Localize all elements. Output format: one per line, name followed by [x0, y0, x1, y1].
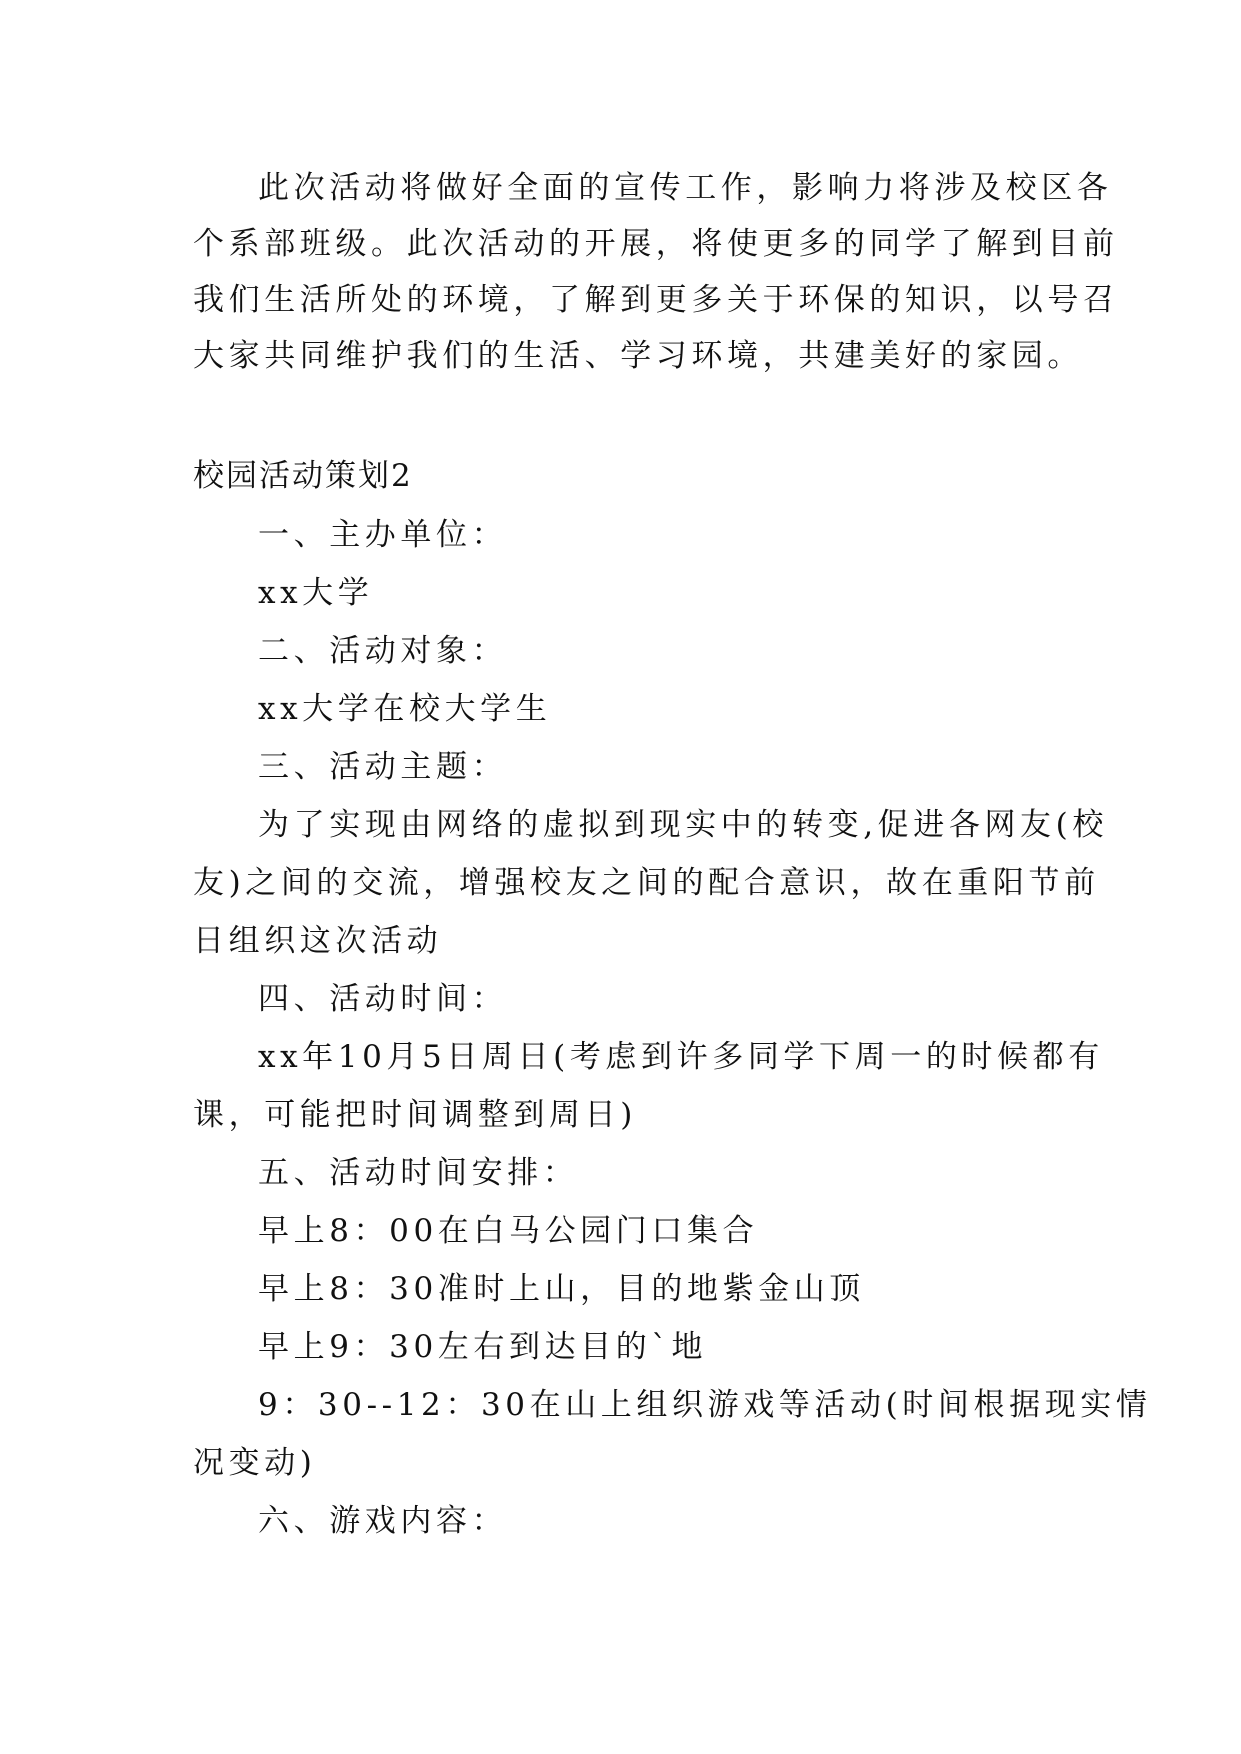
organizer-value: xx大学 — [258, 575, 374, 611]
theme-line-1: 为了实现由网络的虚拟到现实中的转变,促进各网友(校 — [258, 807, 1108, 843]
theme-line-2: 友)之间的交流，增强校友之间的配合意识，故在重阳节前 — [193, 865, 1100, 901]
audience-heading: 二、活动对象： — [258, 633, 508, 669]
intro-paragraph-line-2: 个系部班级。此次活动的开展，将使更多的同学了解到目前 — [193, 226, 1119, 262]
schedule-line-5: 况变动) — [193, 1445, 317, 1481]
schedule-line-1: 早上8：00在白马公园门口集合 — [258, 1213, 759, 1249]
intro-paragraph-line-1: 此次活动将做好全面的宣传工作，影响力将涉及校区各 — [258, 170, 1113, 206]
games-heading: 六、游戏内容： — [258, 1503, 508, 1539]
schedule-line-3: 早上9：30左右到达目的`地 — [258, 1329, 708, 1365]
schedule-line-4: 9：30--12：30在山上组织游戏等活动(时间根据现实情 — [258, 1387, 1152, 1423]
time-heading: 四、活动时间： — [258, 981, 508, 1017]
audience-value: xx大学在校大学生 — [258, 691, 552, 727]
organizer-heading: 一、主办单位： — [258, 517, 508, 553]
time-line-1: xx年10月5日周日(考虑到许多同学下周一的时候都有 — [258, 1039, 1104, 1075]
intro-paragraph-line-3: 我们生活所处的环境，了解到更多关于环保的知识，以号召 — [193, 282, 1119, 318]
theme-line-3: 日组织这次活动 — [193, 923, 443, 959]
theme-heading: 三、活动主题： — [258, 749, 508, 785]
schedule-heading: 五、活动时间安排： — [258, 1155, 579, 1191]
schedule-line-2: 早上8：30准时上山，目的地紫金山顶 — [258, 1271, 865, 1307]
time-line-2: 课，可能把时间调整到周日) — [193, 1097, 637, 1133]
section-title: 校园活动策划2 — [193, 458, 413, 494]
intro-paragraph-line-4: 大家共同维护我们的生活、学习环境，共建美好的家园。 — [193, 338, 1083, 374]
